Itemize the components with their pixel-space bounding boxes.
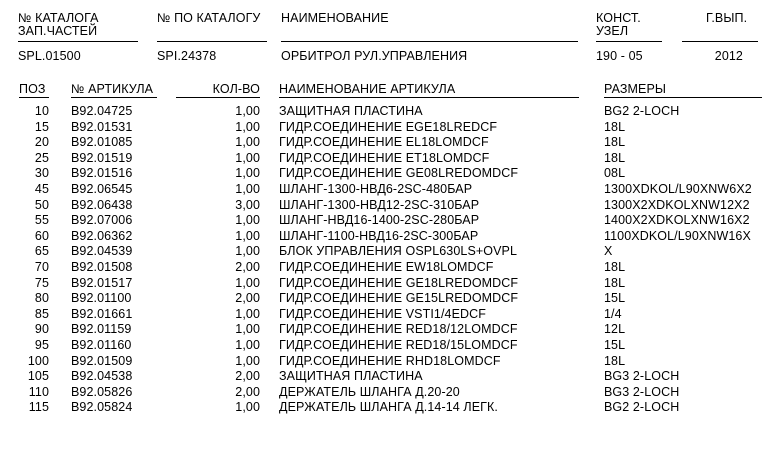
column-header-size: РАЗМЕРЫ (604, 82, 667, 96)
table-row (0, 135, 775, 151)
row-pos: 30 (34, 166, 49, 181)
table-row (0, 166, 775, 182)
row-pos: 75 (34, 275, 49, 290)
row-qty: 1,00 (235, 166, 260, 181)
row-size: 1400X2XDKOLXNW16X2 (604, 213, 750, 228)
row-article: B92.01517 (71, 275, 133, 290)
row-qty: 1,00 (235, 400, 260, 415)
table-row (0, 354, 775, 370)
table-row (0, 369, 775, 385)
table-row (0, 104, 775, 120)
row-pos: 80 (34, 291, 49, 306)
row-size: 18L (604, 119, 626, 134)
row-size: 18L (604, 259, 626, 274)
row-article: B92.01519 (71, 150, 133, 165)
row-pos: 15 (34, 119, 49, 134)
assembly-name-value: ОРБИТРОЛ РУЛ.УПРАВЛЕНИЯ (281, 49, 468, 63)
row-name: ШЛАНГ-1300-НВД12-2SC-310БАР (279, 197, 480, 212)
row-article: B92.01159 (71, 322, 132, 337)
row-size: 15L (604, 337, 626, 352)
row-qty: 1,00 (235, 213, 260, 228)
const-unit-value: 190 - 05 (596, 49, 643, 63)
header-rule-catalog-ref (157, 41, 267, 42)
row-name: ГИДР.СОЕДИНЕНИЕ VSTI1/4EDCF (279, 306, 487, 321)
table-row (0, 322, 775, 338)
year-value: 2012 (714, 49, 743, 63)
row-pos: 25 (34, 150, 49, 165)
table-row (0, 120, 775, 136)
row-article: B92.01160 (71, 337, 132, 352)
row-qty: 1,00 (235, 353, 260, 368)
table-row (0, 151, 775, 167)
row-name: ГИДР.СОЕДИНЕНИЕ EW18LOMDCF (279, 259, 494, 274)
row-qty: 1,00 (235, 150, 260, 165)
row-name: ДЕРЖАТЕЛЬ ШЛАНГА Д.14-14 ЛЕГК. (279, 400, 498, 415)
column-rule-name (279, 97, 579, 98)
row-pos: 55 (34, 213, 49, 228)
row-article: B92.05826 (71, 384, 133, 399)
row-pos: 85 (34, 306, 49, 321)
row-qty: 1,00 (235, 322, 260, 337)
row-article: B92.06362 (71, 228, 133, 243)
row-article: B92.01531 (71, 119, 133, 134)
row-qty: 2,00 (235, 369, 260, 384)
year-label: Г.ВЫП. (706, 11, 748, 25)
row-size: BG3 2-LOCH (604, 369, 680, 384)
row-pos: 45 (34, 181, 49, 196)
row-qty: 1,00 (235, 337, 260, 352)
row-article: B92.06438 (71, 197, 133, 212)
row-name: ШЛАНГ-1300-НВД6-2SC-480БАР (279, 181, 473, 196)
row-name: ГИДР.СОЕДИНЕНИЕ RED18/12LOMDCF (279, 322, 518, 337)
row-qty: 3,00 (235, 197, 260, 212)
table-row (0, 400, 775, 416)
row-article: B92.05824 (71, 400, 133, 415)
row-article: B92.07006 (71, 213, 133, 228)
catalog-no-label-line2: ЗАП.ЧАСТЕЙ (18, 24, 98, 38)
row-article: B92.04539 (71, 244, 133, 259)
row-name: ГИДР.СОЕДИНЕНИЕ GE18LREDOMDCF (279, 275, 519, 290)
row-size: X (604, 244, 613, 259)
catalog-no-label-line1: № КАТАЛОГА (18, 11, 99, 25)
table-row (0, 198, 775, 214)
row-article: B92.01661 (71, 306, 133, 321)
row-pos: 115 (28, 400, 49, 415)
column-rule-article (71, 97, 157, 98)
row-size: 08L (604, 166, 626, 181)
row-size: 18L (604, 353, 626, 368)
const-label-line2: УЗЕЛ (596, 24, 629, 38)
row-pos: 100 (27, 353, 49, 368)
row-name: ШЛАНГ-1100-НВД16-2SC-300БАР (279, 228, 479, 243)
row-name: ЗАЩИТНАЯ ПЛАСТИНА (279, 369, 423, 384)
row-qty: 1,00 (235, 135, 260, 150)
row-qty: 2,00 (235, 384, 260, 399)
catalog-no-value: SPL.01500 (18, 49, 81, 63)
row-size: 1100XDKOL/L90XNW16X (604, 228, 751, 243)
row-qty: 1,00 (235, 119, 260, 134)
row-qty: 1,00 (235, 275, 260, 290)
row-name: ЗАЩИТНАЯ ПЛАСТИНА (279, 104, 423, 118)
row-qty: 1,00 (235, 228, 260, 243)
row-pos: 20 (34, 135, 49, 150)
column-header-qty: КОЛ-ВО (212, 82, 260, 96)
catalog-ref-label: № ПО КАТАЛОГУ (157, 11, 261, 25)
row-article: B92.01516 (71, 166, 133, 181)
table-row (0, 182, 775, 198)
row-size: BG2 2-LOCH (604, 400, 680, 415)
table-row (0, 229, 775, 245)
catalog-ref-value: SPI.24378 (157, 49, 217, 63)
row-name: ГИДР.СОЕДИНЕНИЕ EL18LOMDCF (279, 135, 489, 150)
row-article: B92.01100 (71, 291, 132, 306)
row-qty: 1,00 (235, 244, 260, 259)
table-row (0, 338, 775, 354)
row-size: BG2 2-LOCH (604, 104, 680, 118)
row-article: B92.01085 (71, 135, 133, 150)
table-row (0, 385, 775, 401)
row-pos: 10 (34, 104, 49, 118)
row-size: 12L (604, 322, 626, 337)
row-name: ГИДР.СОЕДИНЕНИЕ GE15LREDOMDCF (279, 291, 519, 306)
row-qty: 2,00 (235, 259, 260, 274)
row-name: ГИДР.СОЕДИНЕНИЕ RHD18LOMDCF (279, 353, 501, 368)
row-pos: 95 (34, 337, 49, 352)
row-pos: 50 (34, 197, 49, 212)
row-article: B92.04725 (71, 104, 133, 118)
row-qty: 1,00 (235, 181, 260, 196)
row-size: 18L (604, 275, 626, 290)
row-name: ШЛАНГ-НВД16-1400-2SC-280БАР (279, 213, 480, 228)
header-rule-const (596, 41, 662, 42)
row-name: ГИДР.СОЕДИНЕНИЕ EGE18LREDCF (279, 119, 498, 134)
row-qty: 1,00 (235, 104, 260, 118)
row-size: 18L (604, 150, 626, 165)
row-article: B92.06545 (71, 181, 133, 196)
row-pos: 105 (27, 369, 49, 384)
row-qty: 1,00 (235, 306, 260, 321)
row-pos: 60 (34, 228, 49, 243)
row-size: 1/4 (604, 306, 622, 321)
name-label: НАИМЕНОВАНИЕ (281, 11, 389, 25)
row-pos: 70 (34, 259, 49, 274)
header-rule-catalog-no (18, 41, 138, 42)
row-name: ГИДР.СОЕДИНЕНИЕ GE08LREDOMDCF (279, 166, 519, 181)
row-size: 15L (604, 291, 626, 306)
table-row (0, 307, 775, 323)
row-pos: 65 (34, 244, 49, 259)
row-name: ГИДР.СОЕДИНЕНИЕ RED18/15LOMDCF (279, 337, 518, 352)
const-label-line1: КОНСТ. (596, 11, 641, 25)
row-article: B92.01509 (71, 353, 133, 368)
row-pos: 90 (34, 322, 49, 337)
row-size: 18L (604, 135, 626, 150)
header-rule-name (281, 41, 578, 42)
row-size: 1300XDKOL/L90XNW6X2 (604, 181, 752, 196)
column-rule-size (604, 97, 762, 98)
row-name: БЛОК УПРАВЛЕНИЯ OSPL630LS+OVPL (279, 244, 518, 259)
column-rule-pos (19, 97, 49, 98)
table-row (0, 291, 775, 307)
row-pos: 110 (28, 384, 49, 399)
row-qty: 2,00 (235, 291, 260, 306)
row-name: ГИДР.СОЕДИНЕНИЕ ET18LOMDCF (279, 150, 490, 165)
table-row (0, 244, 775, 260)
row-article: B92.01508 (71, 259, 133, 274)
row-size: 1300X2XDKOLXNW12X2 (604, 197, 750, 212)
column-rule-qty (176, 97, 260, 98)
table-row (0, 260, 775, 276)
column-header-pos: ПОЗ (19, 82, 46, 96)
header-rule-year (682, 41, 758, 42)
column-header-name: НАИМЕНОВАНИЕ АРТИКУЛА (279, 82, 456, 96)
table-row (0, 213, 775, 229)
table-row (0, 276, 775, 292)
parts-table (0, 104, 775, 416)
row-article: B92.04538 (71, 369, 133, 384)
column-header-article: № АРТИКУЛА (71, 82, 154, 96)
row-size: BG3 2-LOCH (604, 384, 680, 399)
row-name: ДЕРЖАТЕЛЬ ШЛАНГА Д.20-20 (279, 384, 460, 399)
